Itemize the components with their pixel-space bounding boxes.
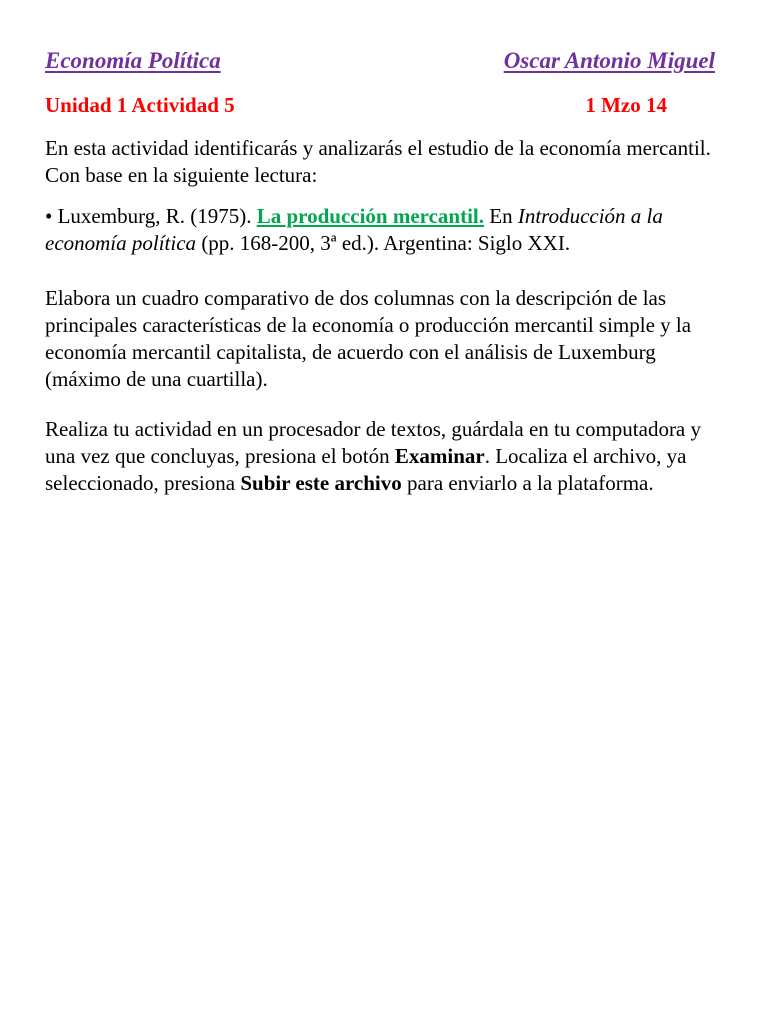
author-name: Oscar Antonio Miguel <box>503 48 715 73</box>
unit-activity-label: Unidad 1 Actividad 5 <box>45 93 235 117</box>
intro-paragraph: En esta actividad identificarás y analizarás el estudio de la economía mercantil. Con base en la siguiente lectura: <box>45 136 711 187</box>
subir-archivo-term: Subir este archivo <box>240 471 402 495</box>
submit-paragraph <box>45 416 725 497</box>
reference-author: Luxemburg, R. (1975). <box>57 204 257 228</box>
submit-text-3: para enviarlo a la plataforma. <box>401 471 654 495</box>
header-title-row <box>45 48 715 74</box>
book-title: Introducción a la economía política <box>45 204 663 255</box>
reference-paragraph <box>45 203 725 257</box>
reference-details: (pp. 168-200, 3ª ed.). Argentina: Siglo XXI. <box>196 231 571 255</box>
bullet: • <box>45 204 58 228</box>
submit-text-2: . Localiza el archivo, ya seleccionado, presiona <box>45 444 687 495</box>
examinar-term: Examinar <box>394 444 485 468</box>
reference-in-word: En <box>484 204 518 228</box>
header-unit-row <box>45 93 667 118</box>
task-paragraph: Elabora un cuadro comparativo de dos columnas con la descripción de las principales características de la economía o producción mercantil simple y la economía mercantil capitalista, de acuerdo con el análisis de Luxemburg (máximo de una cuartilla). <box>45 286 692 391</box>
submit-text-1: Realiza tu actividad en un procesador de textos, guárdala en tu computadora y una vez que concluyas, presiona el botón <box>45 417 702 468</box>
date-label: 1 Mzo 14 <box>585 93 667 117</box>
reading-link[interactable]: La producción mercantil. <box>256 204 485 228</box>
subject-title: Economía Política <box>45 48 221 73</box>
